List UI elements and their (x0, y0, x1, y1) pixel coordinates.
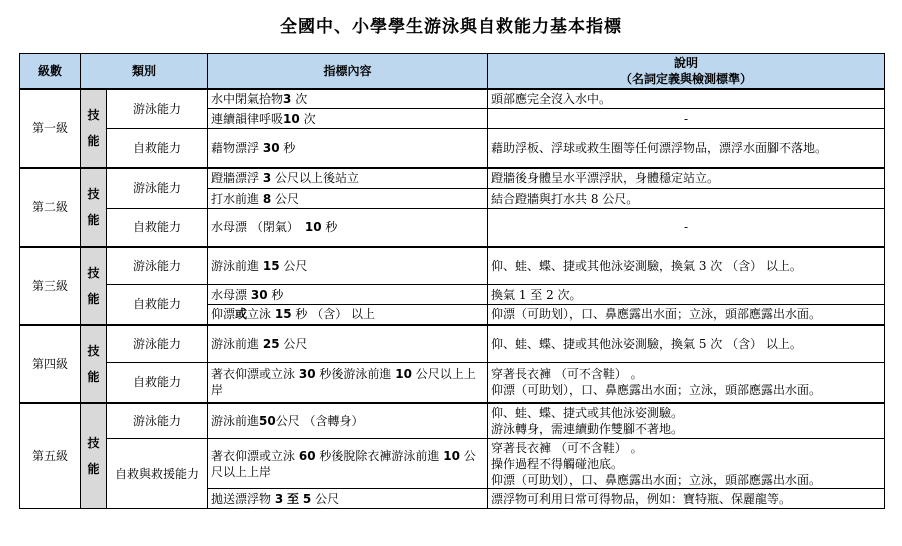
description-cell: 穿著長衣褲 （可不含鞋） 。 操作過程不得觸碰池底。 仰漂（可助划），口、鼻應露出水面；立泳，頭部應露出水面。 (488, 439, 885, 489)
header-category: 類別 (81, 54, 208, 89)
description-cell: 漂浮物可利用日常可得物品，例如：寶特瓶、保麗龍等。 (488, 489, 885, 509)
description-cell: - (488, 109, 885, 129)
category-cell: 游泳能力 (107, 403, 208, 439)
level-cell: 第三級 (20, 247, 81, 325)
table-header-row (20, 54, 885, 89)
description-cell: - (488, 209, 885, 247)
description-cell: 穿著長衣褲 （可不含鞋） 。 仰漂（可助划），口、鼻應露出水面；立泳，頭部應露出水面。 (488, 363, 885, 403)
table-row (20, 403, 885, 439)
description-cell: 藉助浮板、浮球或救生圈等任何漂浮物品，漂浮水面腳不落地。 (488, 129, 885, 168)
category-cell: 自救能力 (107, 363, 208, 403)
indicator-cell: 藉物漂浮 30 秒 (208, 129, 488, 168)
category-cell: 游泳能力 (107, 247, 208, 285)
indicator-cell: 游泳前進 15 公尺 (208, 247, 488, 285)
table-row (20, 168, 885, 189)
level-cell: 第二級 (20, 168, 81, 247)
indicator-cell: 打水前進 8 公尺 (208, 189, 488, 209)
table-row (20, 285, 885, 305)
category-cell: 游泳能力 (107, 89, 208, 129)
level-cell: 第一級 (20, 89, 81, 168)
skill-label: 技 能 (81, 325, 107, 403)
skill-label: 技 能 (81, 89, 107, 168)
header-description-subtitle: （名詞定義與檢測標準） (620, 71, 753, 86)
category-cell: 游泳能力 (107, 168, 208, 209)
table-row (20, 209, 885, 247)
indicator-cell: 著衣仰漂或立泳 30 秒後游泳前進 10 公尺以上上岸 (208, 363, 488, 403)
level-cell: 第五級 (20, 403, 81, 509)
indicator-cell: 水母漂 30 秒 (208, 285, 488, 305)
category-cell: 自救與救援能力 (107, 439, 208, 509)
indicator-cell: 水母漂 （閉氣） 10 秒 (208, 209, 488, 247)
indicator-cell: 仰漂或立泳 15 秒 （含） 以上 (208, 305, 488, 325)
description-cell: 仰漂（可助划），口、鼻應露出水面；立泳，頭部應露出水面。 (488, 305, 885, 325)
description-cell: 仰、蛙、蝶、捷或其他泳姿測驗，換氣 5 次 （含） 以上。 (488, 325, 885, 363)
page-title: 全國中、小學學生游泳與自救能力基本指標 (280, 17, 622, 37)
indicator-table (19, 53, 885, 509)
description-cell: 頭部應完全沒入水中。 (488, 89, 885, 109)
description-cell: 換氣 1 至 2 次。 (488, 285, 885, 305)
level-cell: 第四級 (20, 325, 81, 403)
indicator-cell: 拋送漂浮物 3 至 5 公尺 (208, 489, 488, 509)
skill-label: 技 能 (81, 168, 107, 247)
category-cell: 游泳能力 (107, 325, 208, 363)
description-cell: 仰、蛙、蝶、捷或其他泳姿測驗，換氣 3 次 （含） 以上。 (488, 247, 885, 285)
category-cell: 自救能力 (107, 285, 208, 325)
skill-label: 技 能 (81, 403, 107, 509)
header-indicator: 指標內容 (208, 54, 488, 89)
indicator-cell: 游泳前進50公尺 （含轉身） (208, 403, 488, 439)
description-cell: 蹬牆後身體呈水平漂浮狀，身體穩定站立。 (488, 168, 885, 189)
header-level: 級數 (20, 54, 81, 89)
table-row (20, 363, 885, 403)
table-row (20, 89, 885, 109)
indicator-cell: 著衣仰漂或立泳 60 秒後脫除衣褲游泳前進 10 公尺以上上岸 (208, 439, 488, 489)
indicator-cell: 游泳前進 25 公尺 (208, 325, 488, 363)
indicator-cell: 連續韻律呼吸10 次 (208, 109, 488, 129)
table-row (20, 129, 885, 168)
table-row (20, 247, 885, 285)
indicator-cell: 水中閉氣拾物3 次 (208, 89, 488, 109)
category-cell: 自救能力 (107, 129, 208, 168)
table-row (20, 439, 885, 489)
table-row (20, 325, 885, 363)
skill-label: 技 能 (81, 247, 107, 325)
category-cell: 自救能力 (107, 209, 208, 247)
header-description-title: 說明 (674, 55, 699, 70)
description-cell: 仰、蛙、蝶、捷式或其他泳姿測驗。 游泳轉身，需連續動作雙腳不著地。 (488, 403, 885, 439)
description-cell: 結合蹬牆與打水共 8 公尺。 (488, 189, 885, 209)
header-description (488, 54, 885, 89)
indicator-cell: 蹬牆漂浮 3 公尺以上後站立 (208, 168, 488, 189)
